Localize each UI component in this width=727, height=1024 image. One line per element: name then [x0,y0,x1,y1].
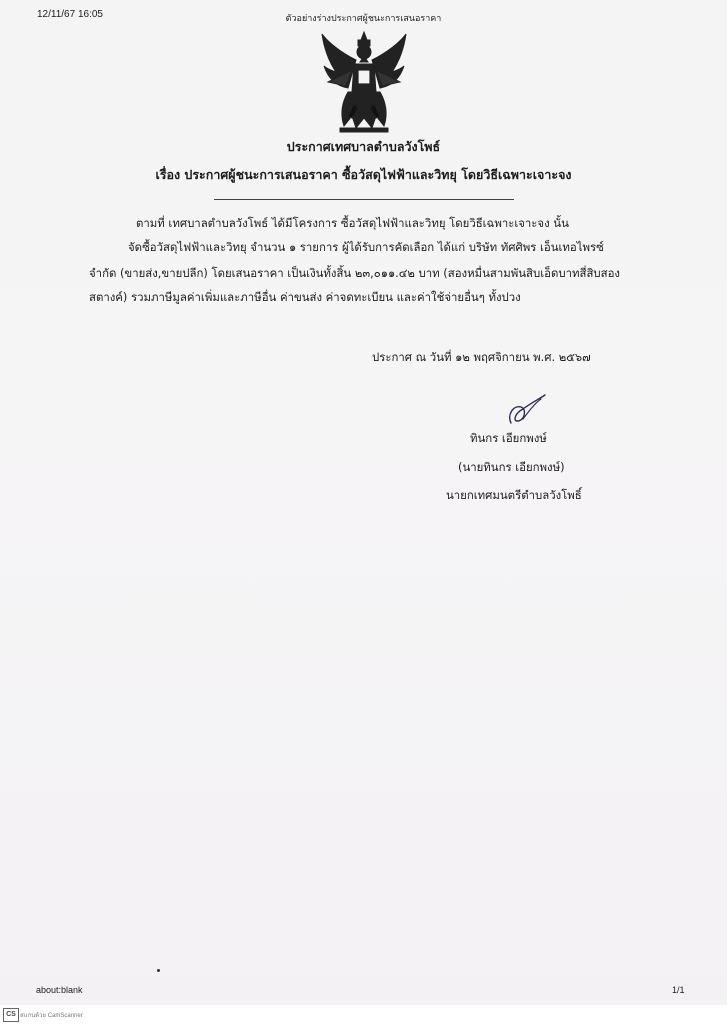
title-divider [214,199,514,200]
footer-page-number: 1/1 [672,985,685,995]
announcement-subject: เรื่อง ประกาศผู้ชนะการเสนอราคา ซื้อวัสดุไฟฟ้าและวิทยุ โดยวิธีเฉพาะเจาะจง [155,167,572,182]
print-timestamp: 12/11/67 16:05 [37,9,103,20]
speck-mark [157,969,160,972]
signer-position: นายกเทศมนตรีตำบลวังโพธิ์ [446,488,582,502]
body-line-2: จัดซื้อวัสดุไฟฟ้าและวิทยุ จำนวน ๑ รายการ ผู้ได้รับการคัดเลือก ได้แก่ บริษัท ทัศศิพร เอ็นเทอไพรซ์ [128,240,604,254]
document-note: ตัวอย่างร่างประกาศผู้ชนะการเสนอราคา [285,14,442,24]
camscanner-label: สแกนด้วย CamScanner [20,1013,83,1019]
municipality-title: ประกาศเทศบาลตำบลวังโพธ์ [286,139,441,154]
footer-url: about:blank [36,985,83,995]
garuda-emblem-icon [318,30,410,136]
signer-name: ทินกร เอียกพงษ์ [470,431,547,445]
signer-full-name: (นายทินกร เอียกพงษ์) [458,460,565,474]
body-line-4: สตางค์) รวมภาษีมูลค่าเพิ่มและภาษีอื่น ค่าขนส่ง ค่าจดทะเบียน และค่าใช้จ่ายอื่นๆ ทั้งปวง [89,290,521,304]
body-line-1: ตามที่ เทศบาลตำบลวังโพธ์ ได้มีโครงการ ซื้อวัสดุไฟฟ้าและวิทยุ โดยวิธีเฉพาะเจาะจง นั้น [136,216,569,230]
handwritten-signature-icon [505,393,549,427]
scanner-watermark-bar [0,1005,727,1024]
body-line-3: จำกัด (ขายส่ง,ขายปลีก) โดยเสนอราคา เป็นเงินทั้งสิ้น ๒๓,๐๑๑.๔๒ บาท (สองหมื่นสามพันสิบเอ็ดบาทสี่สิบสอง [89,266,620,280]
announcement-date: ประกาศ ณ วันที่ ๑๒ พฤศจิกายน พ.ศ. ๒๕๖๗ [372,350,591,364]
camscanner-logo-icon: CS [3,1008,19,1022]
